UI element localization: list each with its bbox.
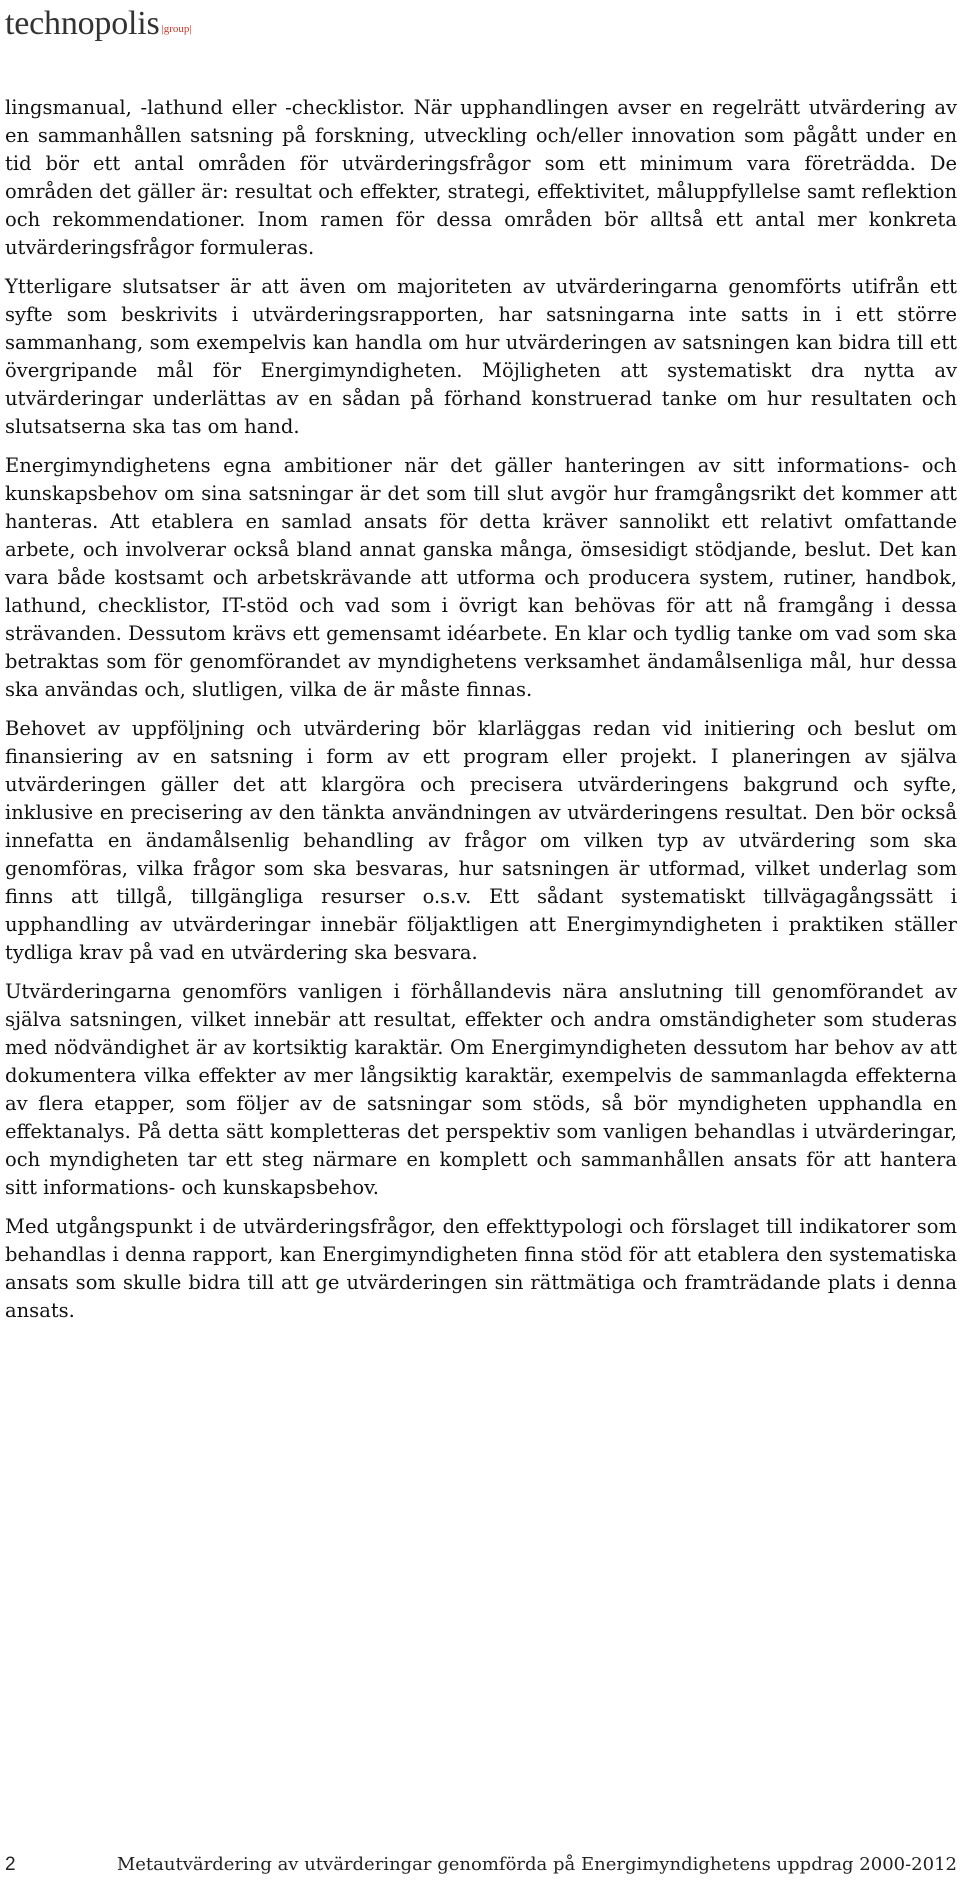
paragraph-4: Behovet av uppföljning och utvärdering bör klarläggas redan vid initiering och beslut om finansiering av en satsning i form av ett program eller projekt. I planeringen av själva utvärderingen gäller det att klargöra och precisera utvärderingens bakgrund och syfte, inklusive en precisering av den tänkta användningen av utvärderingens resultat. Den bör också innefatta en ändamålsenlig behandling av frågor om vilken typ av utvärdering som ska genomföras, vilka frågor som ska besvaras, hur satsningen är utformad, vilket underlag som finns att tillgå, tillgängliga resurser o.s.v. Ett sådant systematiskt tillvägagångssätt i upphandling av utvärderingar innebär följaktligen att Energimyndigheten i praktiken ställer tydliga krav på vad en utvärdering ska besvara. — [5, 717, 957, 964]
page-number: 2 — [5, 1854, 16, 1875]
technopolis-logo — [5, 4, 192, 44]
paragraph-6: Med utgångspunkt i de utvärderingsfrågor, den effekttypologi och förslaget till indikatorer som behandlas i denna rapport, kan Energimyndigheten finna stöd för att etablera den systematiska ansats som skulle bidra till att ge utvärderingen sin rättmätiga och framträdande plats i denna ansats. — [5, 1215, 957, 1322]
paragraph-2: Ytterligare slutsatser är att även om majoriteten av utvärderingarna genomförts utifrån ett syfte som beskrivits i utvärderingsrapporten, har satsningarna inte satts in i ett större sammanhang, som exempelvis kan handla om hur utvärderingen av satsningen kan bidra till ett övergripande mål för Energimyndigheten. Möjligheten att systematiskt dra nytta av utvärderingar underlättas av en sådan på förhand konstruerad tanke om hur resultaten och slutsatserna ska tas om hand. — [5, 275, 957, 438]
paragraph-5: Utvärderingarna genomförs vanligen i förhållandevis nära anslutning till genomförandet av själva satsningen, vilket innebär att resultat, effekter och andra omständigheter som studeras med nödvändighet är av kortsiktig karaktär. Om Energimyndigheten dessutom har behov av att dokumentera vilka effekter av mer långsiktig karaktär, exempelvis de sammanlagda effekterna av flera etapper, som följer av de satsningar som stöds, så bör myndigheten upphandla en effektanalys. På detta sätt kompletteras det perspektiv som vanligen behandlas i utvärderingar, och myndigheten tar ett steg närmare en komplett och sammanhållen ansats för att hantera sitt informations- och kunskapsbehov. — [5, 980, 957, 1199]
document-body — [5, 94, 957, 1336]
page-footer — [5, 1853, 957, 1877]
logo-group-suffix: |group| — [161, 23, 192, 35]
logo-wordmark: technopolis — [5, 5, 160, 42]
paragraph-1: lingsmanual, -lathund eller -checklistor. När upphandlingen avser en regelrätt utvärdering av en sammanhållen satsning på forskning, utveckling och/eller innovation som pågått under en tid bör ett antal områden för utvärderingsfrågor som ett minimum vara företrädda. De områden det gäller är: resultat och effekter, strategi, effektivitet, måluppfyllelse samt reflektion och rekommendationer. Inom ramen för dessa områden bör alltså ett antal mer konkreta utvärderingsfrågor formuleras. — [5, 96, 957, 259]
footer-document-title: Metautvärdering av utvärderingar genomförda på Energimyndighetens uppdrag 2000-2012 — [116, 1854, 957, 1875]
paragraph-3: Energimyndighetens egna ambitioner när det gäller hanteringen av sitt informations- och kunskapsbehov om sina satsningar är det som till slut avgör hur framgångsrikt det kommer att hanteras. Att etablera en samlad ansats för detta kräver sannolikt ett relativt omfattande arbete, och involverar också bland annat ganska många, ömsesidigt stödjande, beslut. Det kan vara både kostsamt och arbetskrävande att utforma och producera system, rutiner, handbok, lathund, checklistor, IT-stöd och vad som i övrigt kan behövas för att nå framgång i dessa strävanden. Dessutom krävs ett gemensamt idéarbete. En klar och tydlig tanke om vad som ska betraktas som för genomförandet av myndighetens verksamhet ändamålsenliga mål, hur dessa ska användas och, slutligen, vilka de är måste finnas. — [5, 454, 957, 701]
